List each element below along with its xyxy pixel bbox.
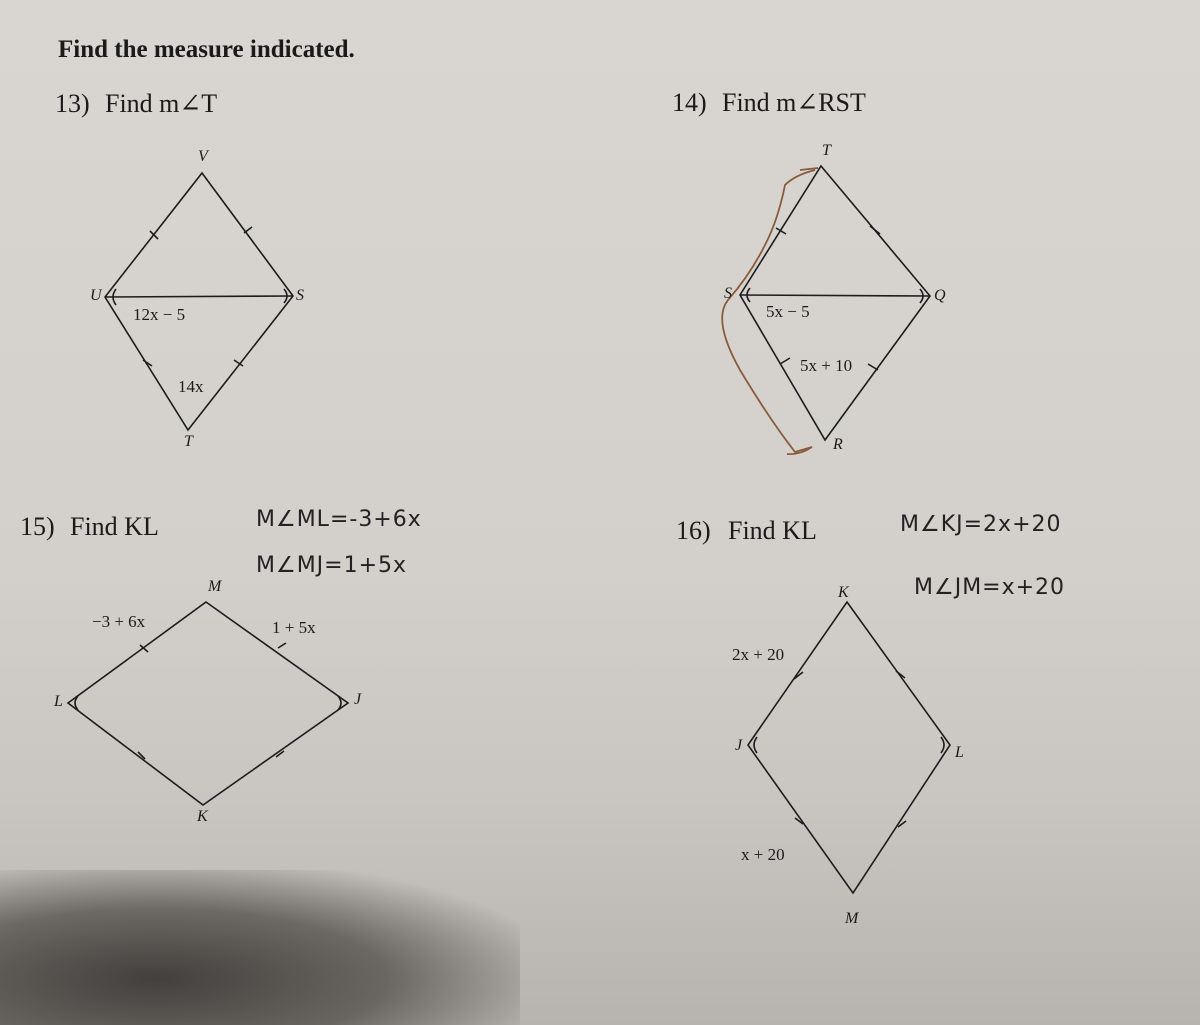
figure-15-vertex-left: L xyxy=(54,693,63,710)
figure-15-vertex-top: M xyxy=(208,578,222,595)
figure-14-angle-expression-2: 5x + 10 xyxy=(800,356,853,375)
problem-13-prompt: Find m∠T xyxy=(105,89,218,118)
figure-16-handwritten-note-1: M∠KJ=2x+20 xyxy=(900,512,1062,537)
figure-15-angle-expression-2: 1 + 5x xyxy=(272,618,316,637)
figure-13-vertex-top: V xyxy=(198,148,208,165)
figure-13-vertex-right: S xyxy=(296,287,304,304)
figure-13-angle-expression-2: 14x xyxy=(178,377,204,396)
problem-16-prompt: Find KL xyxy=(728,516,817,545)
problem-15-number: 15) xyxy=(20,512,55,541)
figure-16-vertex-top: K xyxy=(838,584,849,601)
figure-13-vertex-left: U xyxy=(90,287,102,304)
figure-14-angle-expression-1: 5x − 5 xyxy=(766,302,810,321)
problem-14-number: 14) xyxy=(672,88,707,117)
figure-16-handwritten-note-2: M∠JM=x+20 xyxy=(914,575,1066,600)
problem-14-prompt: Find m∠RST xyxy=(722,88,866,117)
figure-15-vertex-right: J xyxy=(354,691,362,708)
figure-16-vertex-bottom: M xyxy=(845,910,859,927)
problem-16-number: 16) xyxy=(676,516,711,545)
figure-15-angle-expression-1: −3 + 6x xyxy=(92,612,146,631)
figure-16-angle-expression-1: 2x + 20 xyxy=(732,645,785,664)
problem-13-number: 13) xyxy=(55,89,90,118)
figure-14-vertex-left: S xyxy=(724,285,732,302)
figure-15-handwritten-note-2: M∠MJ=1+5x xyxy=(256,553,408,578)
figure-16-vertex-right: L xyxy=(955,744,964,761)
problem-15-prompt: Find KL xyxy=(70,512,159,541)
figure-14-vertex-top: T xyxy=(822,142,831,159)
figure-16-angle-expression-2: x + 20 xyxy=(741,845,785,864)
figure-14-vertex-bottom: R xyxy=(833,436,843,453)
figure-13-vertex-bottom: T xyxy=(184,433,193,450)
figure-15-handwritten-note-1: M∠ML=-3+6x xyxy=(256,507,422,532)
figure-14-vertex-right: Q xyxy=(934,287,946,304)
figure-15-vertex-bottom: K xyxy=(197,808,208,825)
figure-16-vertex-left: J xyxy=(735,737,743,754)
figure-14-rhombus xyxy=(722,166,930,454)
worksheet-heading: Find the measure indicated. xyxy=(58,36,355,63)
figure-13-angle-expression-1: 12x − 5 xyxy=(133,305,186,324)
